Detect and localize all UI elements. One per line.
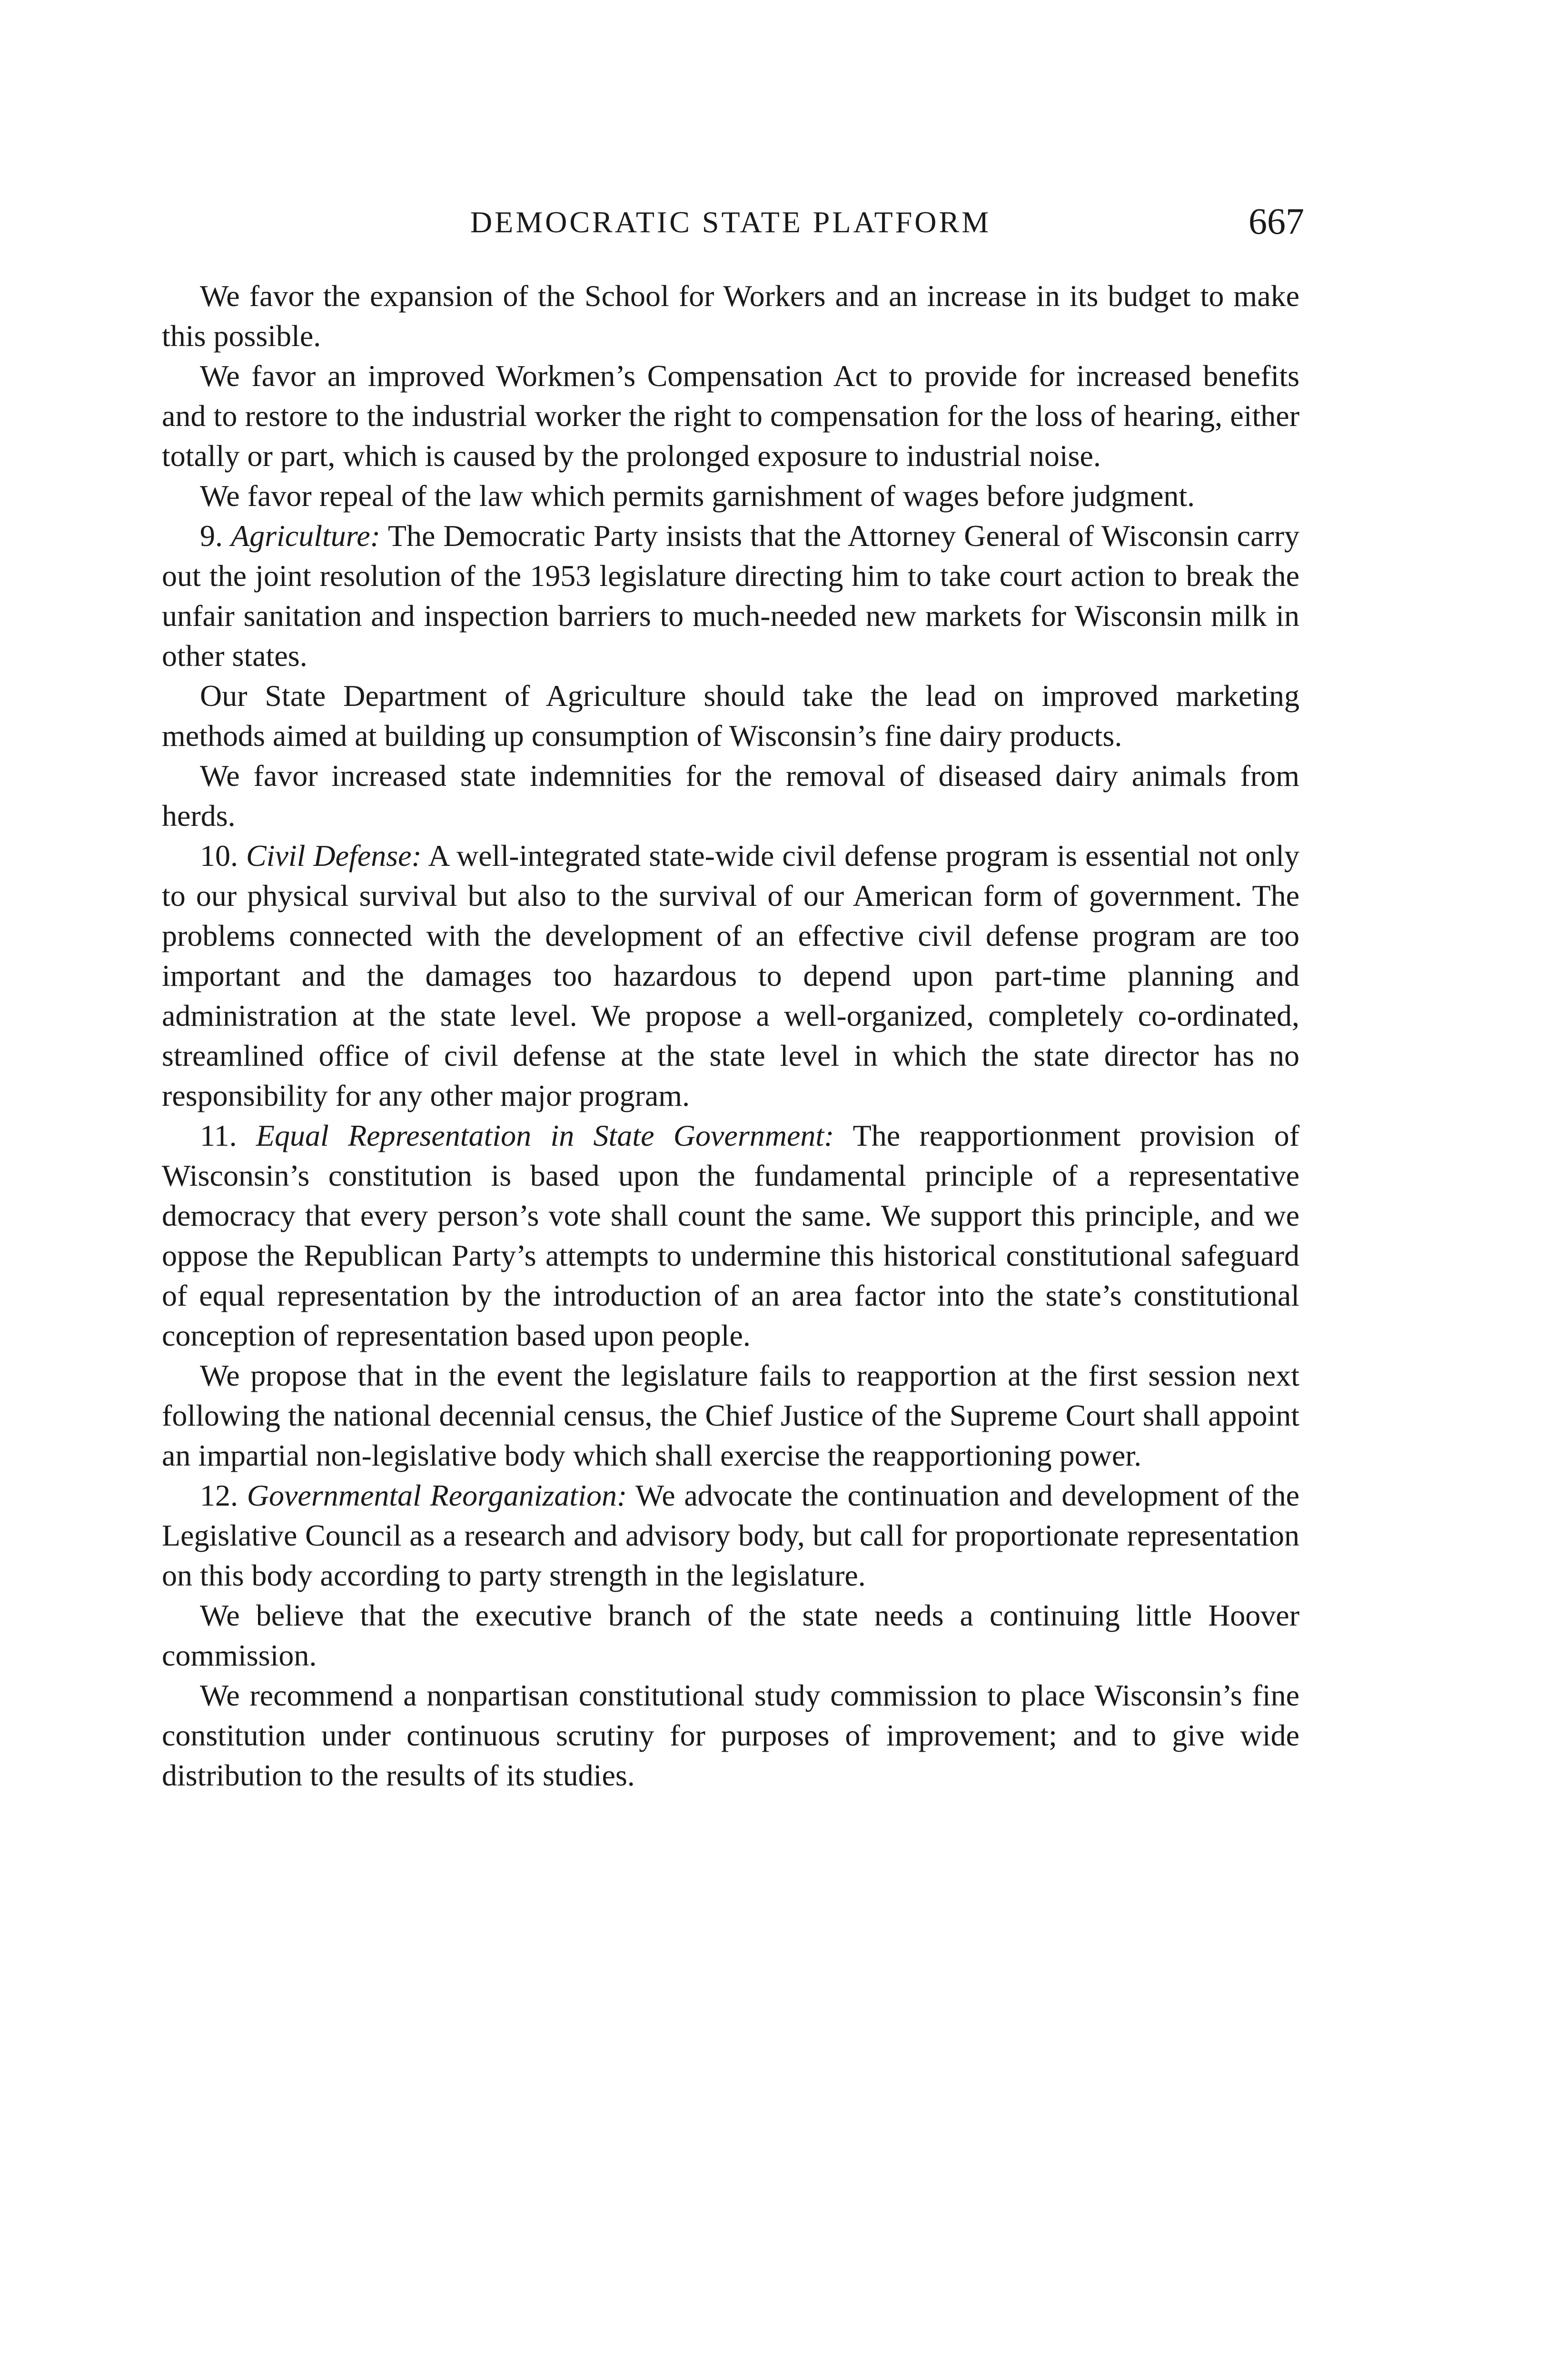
paragraph [162,756,1299,836]
paragraph-text: We advocate the continuation and development of the Legislative Council as a research and advisory body, but call for proportionate representation on this body according to party strength in the legislature. [162,1478,1300,1592]
paragraph-text: We favor repeal of the law which permits garnishment of wages before judgment. [200,479,1195,513]
paragraph-text: We favor an improved Workmen’s Compensation Act to provide for increased benefits and to restore to the industrial worker the right to compensation for the loss of hearing, either totally or part, which is caused by the prolonged exposure to industrial noise. [162,359,1299,473]
paragraph-text: The reapportionment provision of Wisconsin’s constitution is based upon the fundamental principle of a representative democracy that every person’s vote shall count the same. We support this principle, and we oppose the Republican Party’s attempts to undermine this historical constitutional safeguard of equal representation by the introduction of an area factor into the state’s constitutional conception of representation based upon people. [162,1119,1300,1352]
paragraph-text: A well-integrated state-wide civil defense program is essential not only to our physical survival but also to the survival of our American form of government. The problems connected with the development of an effective civil defense program are too important and the damages too hazardous to depend upon part-time planning and administration at the state level. We propose a well-organized, completely co-ordinated, streamlined office of civil defense at the state level in which the state director has no responsibility for any other major program. [162,839,1300,1112]
paragraph-text: We favor the expansion of the School for Workers and an increase in its budget to make this possible. [162,279,1299,353]
numbered-section-agriculture [162,516,1299,676]
paragraph-text: We propose that in the event the legislature fails to reapportion at the first session next following the national decennial census, the Chief Justice of the Supreme Court shall appoint an impartial non-legislative body which shall exercise the reapportioning power. [162,1359,1299,1472]
paragraph [162,476,1299,516]
section-number: 9. [200,519,223,553]
section-heading: Civil Defense: [246,839,422,873]
document-page [162,200,1304,1795]
paragraph [162,276,1299,356]
running-head [162,200,1304,252]
paragraph [162,1356,1299,1476]
numbered-section-equal-representation [162,1116,1299,1356]
section-heading: Governmental Reorganization: [247,1478,627,1512]
paragraph [162,1596,1299,1676]
section-number: 10. [200,839,238,873]
page-number: 667 [1249,200,1304,242]
paragraph-text: We favor increased state indemnities for the removal of diseased dairy animals from herds. [162,759,1299,833]
section-number: 12. [200,1478,238,1512]
paragraph-text: Our State Department of Agriculture should take the lead on improved marketing methods aimed at building up consumption of Wisconsin’s fine dairy products. [162,679,1299,753]
numbered-section-governmental-reorganization [162,1476,1299,1596]
section-number: 11. [200,1119,237,1152]
paragraph-text: We believe that the executive branch of the state needs a continuing little Hoover commission. [162,1598,1299,1672]
paragraph [162,676,1299,756]
running-head-title: DEMOCRATIC STATE PLATFORM [470,205,991,239]
paragraph-text: We recommend a nonpartisan constitutional study commission to place Wisconsin’s fine constitution under continuous scrutiny for purposes of improvement; and to give wide distribution to the results of its studies. [162,1678,1299,1792]
paragraph [162,1676,1299,1795]
paragraph-text: The Democratic Party insists that the Attorney General of Wisconsin carry out the joint resolution of the 1953 legislature directing him to take court action to break the unfair sanitation and inspection barriers to much-needed new markets for Wisconsin milk in other states. [162,519,1300,673]
body-text [162,276,1299,1795]
section-heading: Agriculture: [231,519,381,553]
section-heading: Equal Representation in State Government: [256,1119,834,1152]
numbered-section-civil-defense [162,836,1299,1116]
paragraph [162,356,1299,476]
